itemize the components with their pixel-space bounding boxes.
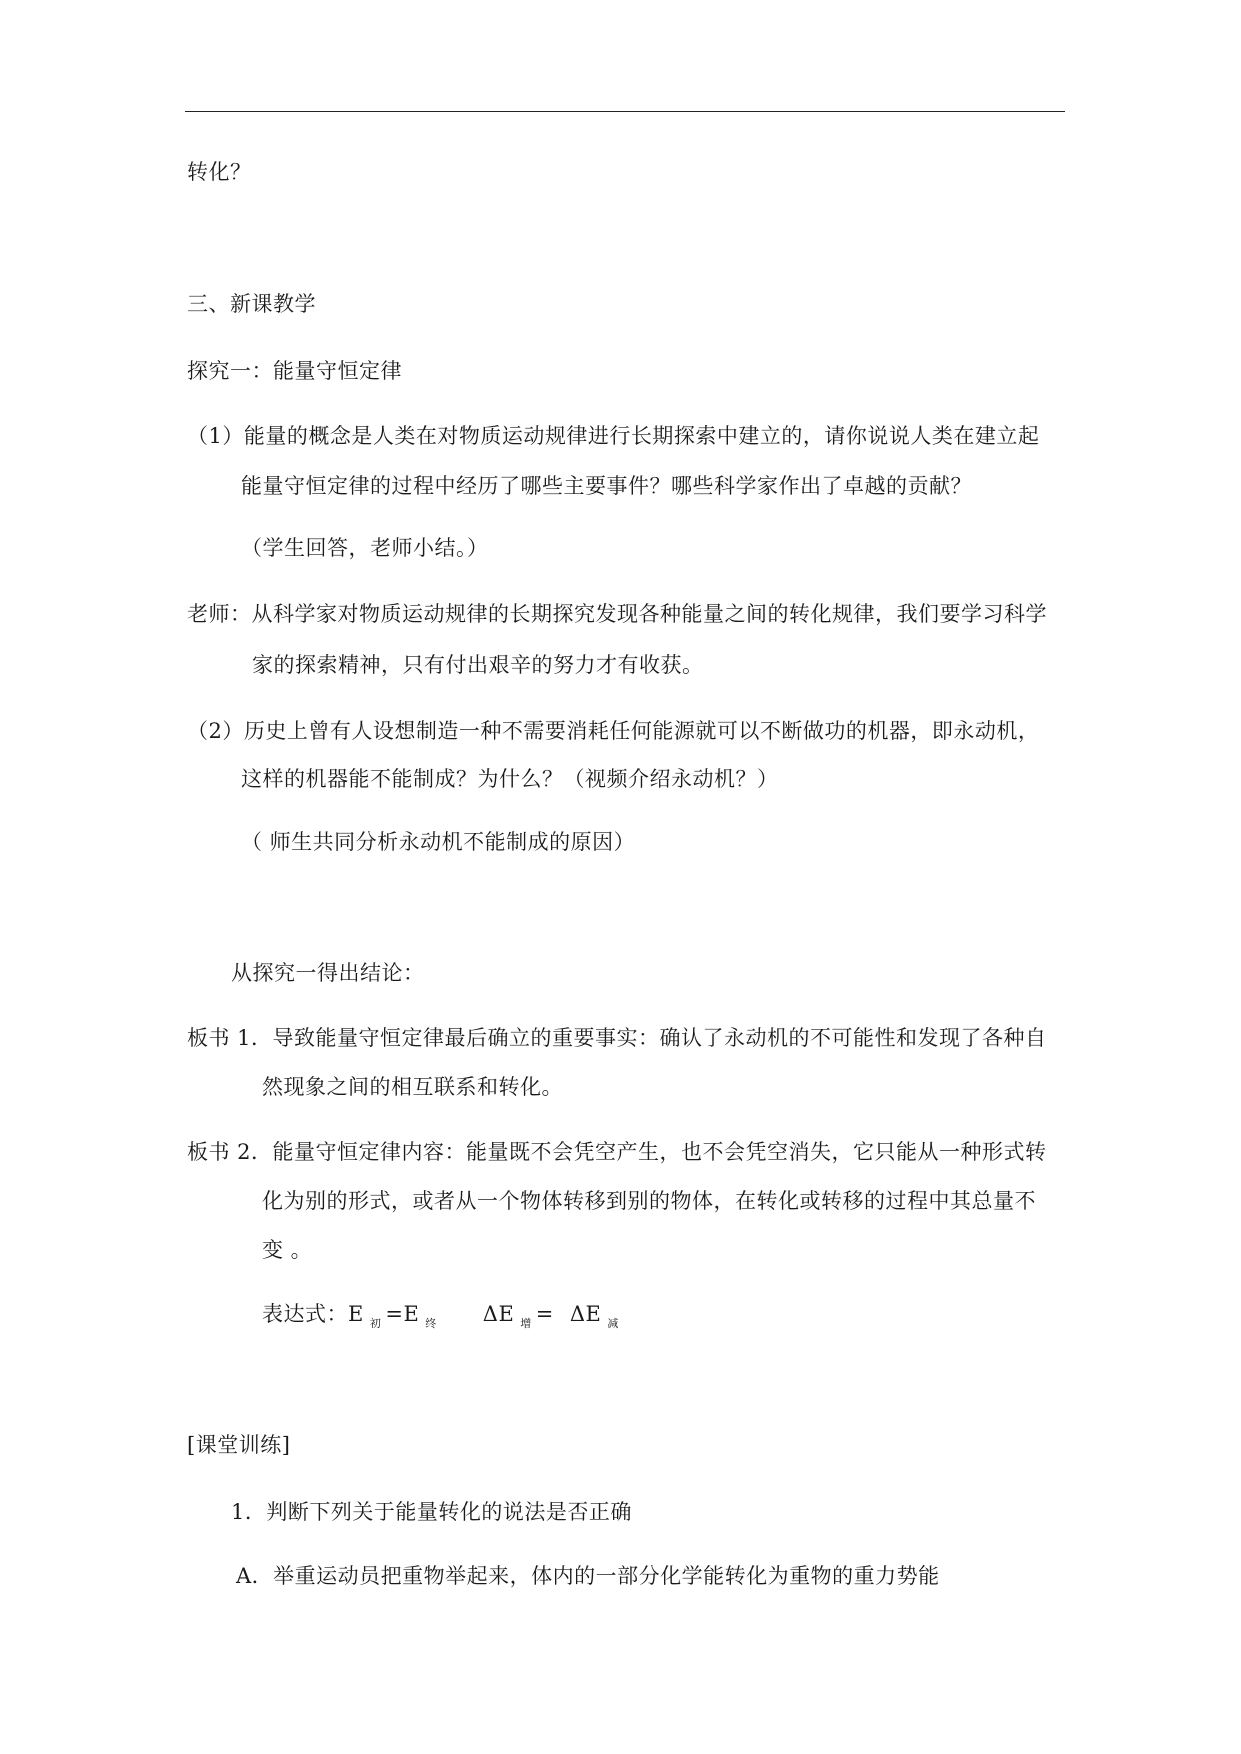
expr-e-initial: E <box>348 1302 364 1326</box>
header-rule <box>185 111 1065 112</box>
conclusion-heading: 从探究一得出结论： <box>231 961 425 985</box>
expr-sub-increase: 增 <box>520 1317 532 1330</box>
exploration-heading: 探究一：能量守恒定律 <box>187 359 402 383</box>
board-1-line-1: 板书 1．导致能量守恒定律最后确立的重要事实：确认了永动机的不可能性和发现了各种自 <box>187 1026 1047 1050</box>
practice-question-1: 1．判断下列关于能量转化的说法是否正确 <box>231 1500 632 1524</box>
question-1-line-2: 能量守恒定律的过程中经历了哪些主要事件？哪些科学家作出了卓越的贡献？ <box>241 474 972 498</box>
question-1-note: （学生回答，老师小结。） <box>241 536 489 560</box>
board-1-line-2: 然现象之间的相互联系和转化。 <box>262 1075 563 1099</box>
expression-line <box>262 1300 623 1338</box>
expression-label: 表达式： <box>262 1302 348 1326</box>
section-heading: 三、新课教学 <box>187 292 316 316</box>
expr-equals: = <box>535 1302 554 1326</box>
question-2-line-2: 这样的机器能不能制成？为什么？（视频介绍永动机？） <box>241 767 779 791</box>
practice-option-a: A．举重运动员把重物举起来，体内的一部分化学能转化为重物的重力势能 <box>236 1564 940 1588</box>
question-1-line-1: （1）能量的概念是人类在对物质运动规律进行长期探索中建立的，请你说说人类在建立起 <box>187 424 1040 448</box>
expr-delta-increase: ΔE <box>482 1302 515 1326</box>
board-2-line-3: 变 。 <box>262 1238 313 1262</box>
expr-equals-final: =E <box>385 1302 420 1326</box>
question-2-line-1: （2）历史上曾有人设想制造一种不需要消耗任何能源就可以不断做功的机器，即永动机， <box>187 719 1040 743</box>
expr-sub-final: 终 <box>425 1317 437 1330</box>
board-2-line-1: 板书 2．能量守恒定律内容：能量既不会凭空产生，也不会凭空消失，它只能从一种形式转 <box>187 1140 1047 1164</box>
question-2-note: （ 师生共同分析永动机不能制成的原因） <box>241 830 636 854</box>
continuation-text: 转化？ <box>187 160 252 184</box>
expr-delta-decrease: ΔE <box>569 1302 602 1326</box>
teacher-line-2: 家的探索精神，只有付出艰辛的努力才有收获。 <box>252 653 704 677</box>
expr-sub-initial: 初 <box>369 1317 382 1330</box>
practice-heading: [课堂训练] <box>187 1433 291 1457</box>
teacher-line-1: 老师：从科学家对物质运动规律的长期探究发现各种能量之间的转化规律，我们要学习科学 <box>187 602 1047 626</box>
expr-sub-decrease: 减 <box>607 1317 619 1330</box>
board-2-line-2: 化为别的形式，或者从一个物体转移到别的物体，在转化或转移的过程中其总量不 <box>262 1189 1036 1213</box>
